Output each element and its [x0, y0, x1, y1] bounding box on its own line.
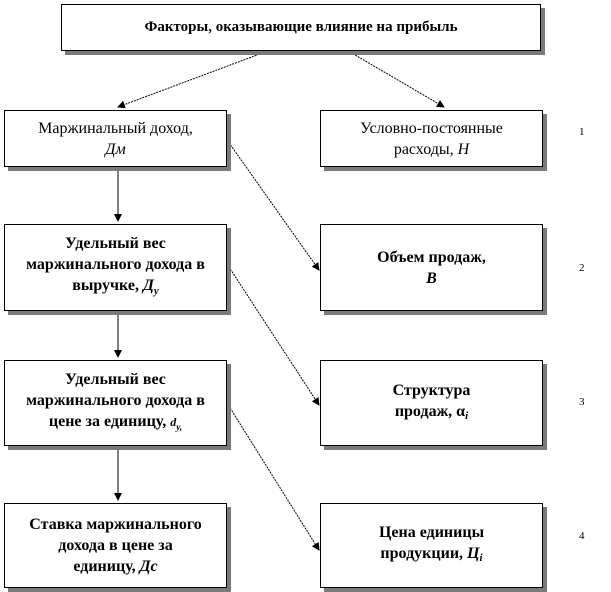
sales-structure-sub: i — [465, 409, 469, 422]
sales-structure-line2: продаж, — [394, 402, 453, 420]
fixed-costs-line2: расходы, — [393, 140, 454, 158]
box-margin-share-revenue — [4, 224, 227, 311]
row-number-2: 2 — [579, 262, 585, 274]
margin-rate-line1: Ставка маржинального — [29, 516, 202, 533]
sales-volume-var: В — [426, 269, 437, 287]
box-margin-rate — [4, 503, 227, 588]
margin-share-revenue-line3: выручке, — [72, 277, 139, 294]
arrow-margin-income-to-sales-volume — [227, 140, 319, 270]
unit-price-var: Ц — [467, 545, 480, 562]
margin-share-revenue-sub: у — [153, 285, 159, 297]
margin-share-price-line3: цене за единицу, — [48, 412, 167, 430]
margin-share-revenue-var: Д — [142, 277, 154, 294]
unit-price-line1: Цена единицы — [378, 524, 485, 541]
margin-share-price-line2: маржинального дохода в — [26, 391, 205, 409]
margin-share-price-sub: y, — [176, 421, 183, 432]
title-box — [61, 4, 541, 51]
sales-structure-line1: Структура — [392, 381, 471, 399]
arrow-share-price-to-unit-price — [227, 403, 319, 550]
arrow-title-to-fixed-costs — [350, 52, 444, 107]
row-number-4: 4 — [579, 530, 585, 542]
margin-income-label: Маржинальный доход, — [38, 119, 193, 137]
fixed-costs-var: Н — [457, 140, 470, 158]
unit-price-line2: продукции, — [380, 545, 464, 562]
unit-price-sub: i — [479, 552, 483, 564]
arrow-share-revenue-to-sales-structure — [227, 264, 319, 405]
box-margin-income — [4, 110, 227, 167]
row-number-3: 3 — [579, 396, 585, 408]
box-margin-share-price — [4, 360, 227, 446]
arrow-title-to-margin-income — [118, 52, 265, 107]
margin-rate-var: Дс — [139, 558, 158, 575]
margin-share-revenue-line1: Удельный вес — [65, 235, 166, 252]
margin-share-revenue-line2: маржинального дохода в — [26, 256, 205, 273]
row-number-1: 1 — [579, 126, 585, 138]
margin-income-var: Дм — [105, 140, 126, 158]
box-sales-volume — [320, 224, 543, 311]
diagram-title: Факторы, оказывающие влияние на прибыль — [144, 19, 458, 35]
box-unit-price — [320, 503, 543, 588]
sales-structure-var: α — [456, 402, 466, 420]
margin-rate-line2: дохода в цене за — [58, 537, 173, 554]
fixed-costs-line1: Условно-постоянные — [360, 119, 503, 137]
margin-share-price-var: d — [170, 414, 177, 429]
margin-share-price-line1: Удельный вес — [65, 370, 166, 388]
box-fixed-costs — [320, 110, 543, 167]
margin-rate-line3: единицу, — [73, 558, 136, 575]
sales-volume-line1: Объем продаж, — [377, 248, 486, 266]
box-sales-structure — [320, 360, 543, 446]
